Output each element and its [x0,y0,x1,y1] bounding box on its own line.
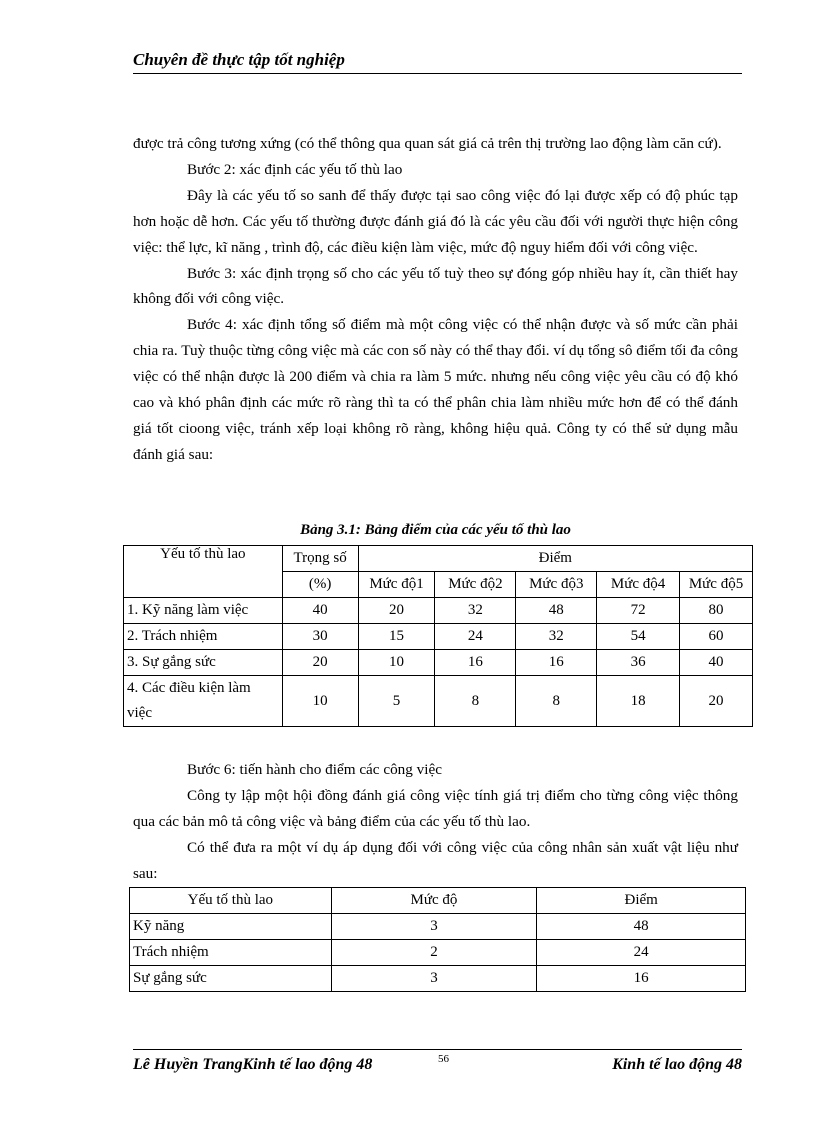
table-row [124,676,753,727]
factor-name: Sự gắng sức [130,966,332,992]
cell: 15 [358,624,435,650]
header-level: Mức độ [331,888,537,914]
table-row [124,624,753,650]
table1-caption: Bảng 3.1: Bảng điểm của các yếu tố thù lao [300,522,571,538]
page-number: 56 [438,1053,449,1065]
paragraph: Bước 2: xác định các yếu tố thù lao [187,160,403,178]
paragraph: được trả công tương xứng (có thể thông qua quan sát giá cả trên thị trường lao động làm căn cứ). [133,135,722,152]
paragraph: Bước 6: tiến hành cho điểm các công việc [187,761,442,778]
cell: 3 [331,914,537,940]
header-points: Điểm [358,546,752,572]
factor-weight: 20 [282,650,358,676]
cell: 20 [358,598,435,624]
header-level: Mức độ1 [358,572,435,598]
factor-name: Kỹ năng [130,914,332,940]
cell: 8 [435,676,516,727]
factor-name: 4. Các điều kiện làm việc [124,676,283,727]
cell: 36 [597,650,680,676]
factor-weight: 40 [282,598,358,624]
paragraph: Công ty lập một hội đồng đánh giá công việc tính giá trị điểm cho từng công việc thông qua các bản mô tả công việc và bảng điểm của các yếu tố thù lao. [133,786,738,830]
header-weight-unit: (%) [282,572,358,598]
factor-name: 2. Trách nhiệm [124,624,283,650]
footer-author: Lê Huyền TrangKinh tế lao động 48 [133,1056,373,1073]
cell: 72 [597,598,680,624]
cell: 24 [435,624,516,650]
cell: 18 [597,676,680,727]
factor-points-table [123,545,753,727]
factor-name: 1. Kỹ năng làm việc [124,598,283,624]
cell: 32 [435,598,516,624]
page-footer [133,1049,742,1073]
factor-name: Trách nhiệm [130,940,332,966]
cell: 48 [537,914,746,940]
factor-weight: 10 [282,676,358,727]
table-row [124,650,753,676]
header-level: Mức độ4 [597,572,680,598]
body-text-bottom [133,757,738,887]
cell: 3 [331,966,537,992]
footer-course: Kinh tế lao động 48 [612,1056,742,1073]
table-row [124,598,753,624]
factor-weight: 30 [282,624,358,650]
header-title: Chuyên đề thực tập tốt nghiệp [133,50,345,69]
cell: 5 [358,676,435,727]
paragraph: Bước 3: xác định trọng số cho các yếu tố tuỳ theo sự đóng góp nhiều hay ít, cần thiết hay không đối với công việc. [133,264,738,308]
paragraph: Bước 4: xác định tổng số điểm mà một công việc có thể nhận được và số mức cần phải chia ra. Tuỳ thuộc từng công việc mà các con số này có thể thay đổi. ví dụ tổng sô điểm tối đa công việc có thể nhận được là 200 điểm và chia ra làm 5 mức. nhưng nếu công việc yêu cầu có độ khó cao và khó phân định các mức rõ ràng thì ta có thể phân chia làm nhiều mức hơn để có thể đánh giá tốt cioong việc, tránh xếp loại không rõ ràng, không hiệu quả. Công ty có thể sử dụng mẫu đánh giá sau: [133,316,738,463]
cell: 20 [680,676,753,727]
cell: 48 [516,598,597,624]
header-weight: Trọng số [282,546,358,572]
header-factor: Yếu tố thù lao [130,888,332,914]
cell: 10 [358,650,435,676]
example-scoring-table [129,887,746,992]
cell: 80 [680,598,753,624]
paragraph: Đây là các yếu tố so sanh để thấy được tại sao công việc đó lại được xếp có độ phúc tạp hơn hoặc dễ hơn. Các yếu tố thường được đánh giá đó là các yêu cầu đối với người thực hiện công việc: thể lực, kĩ năng , trình độ, các điều kiện làm việc, mức độ nguy hiểm đối với công việc. [133,186,738,256]
cell: 2 [331,940,537,966]
table-row [130,914,746,940]
cell: 16 [537,966,746,992]
table-row [130,940,746,966]
cell: 24 [537,940,746,966]
paragraph: Có thể đưa ra một ví dụ áp dụng đối với công việc của công nhân sản xuất vật liệu như sau: [133,838,738,882]
body-text-top [133,131,738,468]
table-row [130,966,746,992]
header-level: Mức độ2 [435,572,516,598]
cell: 40 [680,650,753,676]
cell: 16 [435,650,516,676]
cell: 54 [597,624,680,650]
header-level: Mức độ5 [680,572,753,598]
header-points: Điểm [537,888,746,914]
page-header [133,50,742,74]
header-level: Mức độ3 [516,572,597,598]
cell: 60 [680,624,753,650]
cell: 8 [516,676,597,727]
cell: 32 [516,624,597,650]
header-factor: Yếu tố thù lao [124,546,283,598]
factor-name: 3. Sự gắng sức [124,650,283,676]
cell: 16 [516,650,597,676]
